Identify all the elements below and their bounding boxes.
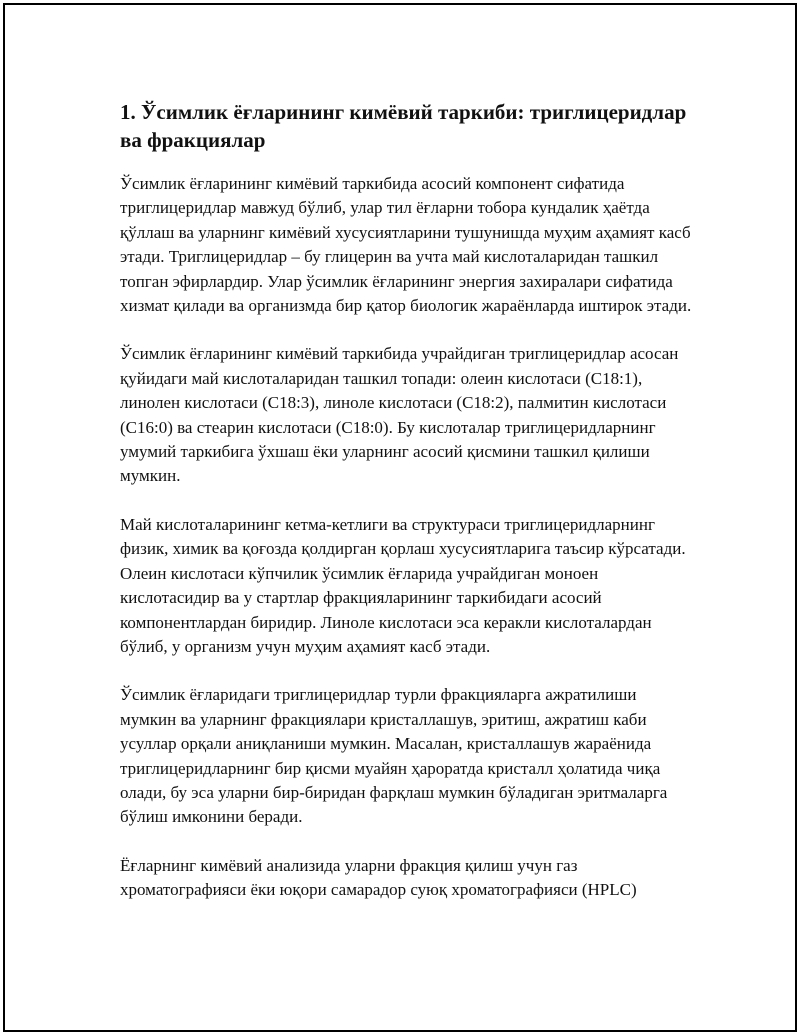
paragraph-1: Ўсимлик ёғларининг кимёвий таркибида асосий компонент сифатида триглицеридлар мавжуд бўлиб, улар тил ёғларни тобора кундалик ҳаётда қўллаш ва уларнинг кимёвий хусусиятларини тушунишда муҳим аҳамият касб этади. Триглицеридлар – бу глицерин ва учта май кислоталаридан ташкил топган эфирлардир. Улар ўсимлик ёғларининг энергия захиралари сифатида хизмат қилади ва организмда бир қатор биологик жараёнларда иштирок этади.	[120, 174, 692, 316]
page-border	[3, 3, 797, 1032]
section-heading: 1. Ўсимлик ёғларининг кимёвий таркиби: триглицеридлар ва фракциялар	[120, 100, 687, 152]
document-body	[120, 98, 695, 927]
paragraph-5: Ёғларнинг кимёвий анализида уларни фракция қилиш учун газ хроматографияси ёки юқори самарадор суюқ хроматографияси (HPLC)	[120, 855, 637, 900]
paragraph-3: Май кислоталарининг кетма-кетлиги ва структураси триглицеридларнинг физик, химик ва қоғозда қолдирган қорлаш хусусиятларига таъсир кўрсатади. Олеин кислотаси кўпчилик ўсимлик ёғларида учрайдиган моноен кислотасидир ва у стартлар фракцияларининг таркибидаги асосий компонентлардан биридир. Линоле кислотаси эса керакли кислоталардан бўлиб, у организм учун муҳим аҳамият касб этади.	[120, 514, 686, 656]
paragraph-4: Ўсимлик ёғларидаги триглицеридлар турли фракцияларга ажратилиши мумкин ва уларнинг фракциялари кристаллашув, эритиш, ажратиш каби усуллар орқали аниқланиши мумкин. Масалан, кристаллашув жараёнида триглицеридларнинг бир қисми муайян ҳароратда кристалл ҳолатида чиқа олади, бу эса уларни бир-биридан фарқлаш мумкин бўладиган эритмаларга бўлиш имконини беради.	[120, 685, 668, 827]
paragraph-2: Ўсимлик ёғларининг кимёвий таркибида учрайдиган триглицеридлар асосан қуйидаги май кислоталаридан ташкил топади: олеин кислотаси (C18:1), линолен кислотаси (C18:3), линоле кислотаси (C18:2), палмитин кислотаси (C16:0) ва стеарин кислотаси (C18:0). Бу кислоталар триглицеридларнинг умумий таркибига ўхшаш ёки уларнинг асосий қисмини ташкил қилиши мумкин.	[120, 344, 679, 486]
